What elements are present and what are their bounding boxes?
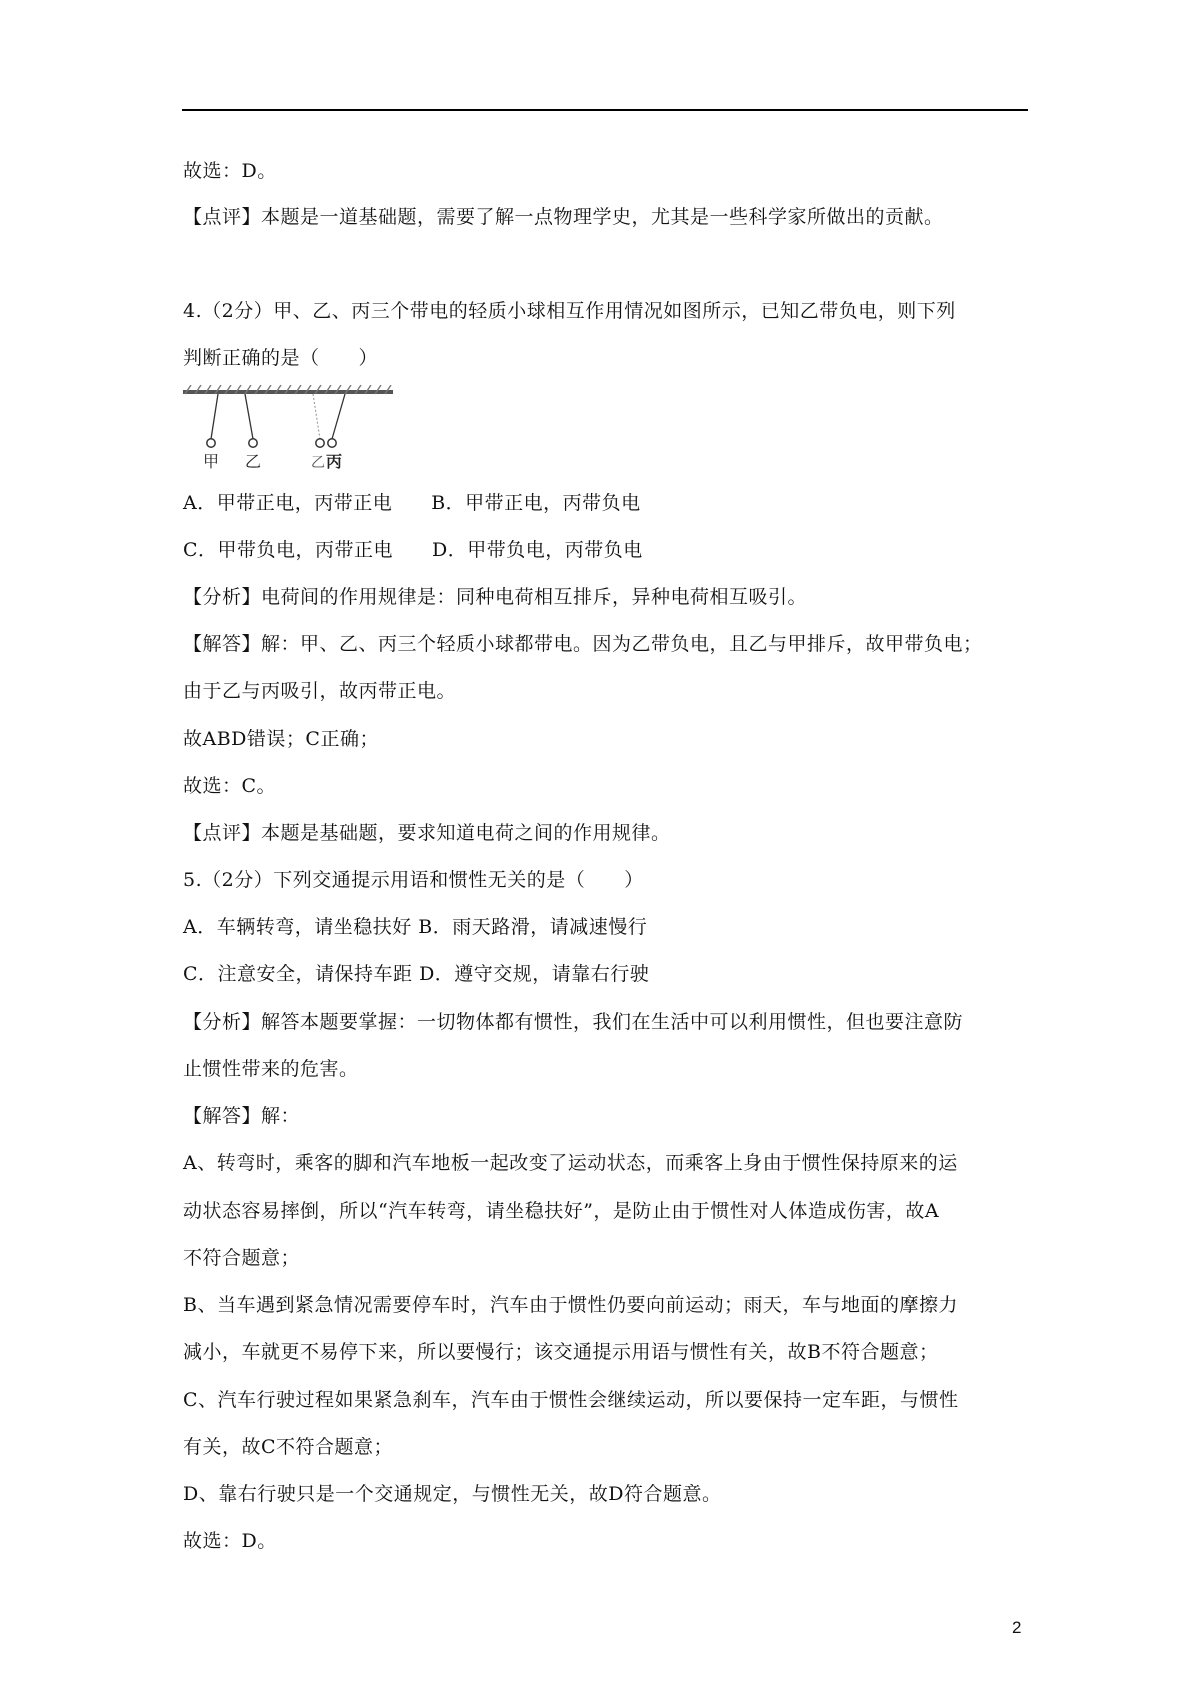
page-number: 2 [1012, 1618, 1022, 1637]
question-5-options: A．车辆转弯，请坐稳扶好 B．雨天路滑，请减速慢行 [183, 916, 648, 938]
thread-jia [211, 394, 218, 439]
ball-yi-2 [316, 439, 324, 447]
thread-yi-2 [313, 394, 320, 439]
label-yi-2: 乙 [311, 455, 325, 470]
text-line: 【解答】解：甲、乙、丙三个轻质小球都带电。因为乙带负电，且乙与甲排斥，故甲带负电； [183, 633, 983, 655]
label-bing: 丙 [326, 452, 343, 470]
text-line: 【解答】解： [183, 1105, 301, 1127]
text-line: 有关，故C不符合题意； [183, 1436, 394, 1458]
question-5-options: C．注意安全，请保持车距 D．遵守交规，请靠右行驶 [183, 963, 650, 985]
label-yi: 乙 [245, 452, 262, 470]
text-line: C、汽车行驶过程如果紧急刹车，汽车由于惯性会继续运动，所以要保持一定车距，与惯性 [183, 1389, 959, 1411]
text-line: 止惯性带来的危害。 [183, 1058, 359, 1080]
question-4-stem: 4.（2分）甲、乙、丙三个带电的轻质小球相互作用情况如图所示，已知乙带负电，则下列 [183, 300, 956, 322]
thread-bing [332, 394, 345, 439]
text-line: 故选：C。 [183, 775, 277, 797]
text-line: 【点评】本题是一道基础题，需要了解一点物理学史，尤其是一些科学家所做出的贡献。 [183, 206, 944, 228]
charged-balls-figure [183, 385, 403, 470]
text-line: 故选：D。 [183, 160, 277, 182]
text-line: 故选：D。 [183, 1530, 277, 1552]
text-line: 不符合题意； [183, 1247, 301, 1269]
text-line: D、靠右行驶只是一个交通规定，与惯性无关，故D符合题意。 [183, 1483, 722, 1505]
text-line: 【点评】本题是基础题，要求知道电荷之间的作用规律。 [183, 822, 671, 844]
ball-bing [328, 439, 336, 447]
charged-balls-diagram [183, 385, 403, 470]
question-4-stem: 判断正确的是（ ） [183, 347, 379, 369]
question-5-stem: 5.（2分）下列交通提示用语和惯性无关的是（ ） [183, 869, 644, 891]
text-line: 动状态容易摔倒，所以“汽车转弯，请坐稳扶好”，是防止由于惯性对人体造成伤害，故A [183, 1200, 940, 1222]
thread-yi [245, 394, 253, 439]
question-4-options: A．甲带正电，丙带正电 B．甲带正电，丙带负电 [183, 492, 641, 514]
header-rule [182, 109, 1028, 111]
text-line: 故ABD错误；C正确； [183, 728, 379, 750]
text-line: B、当车遇到紧急情况需要停车时，汽车由于惯性仍要向前运动；雨天，车与地面的摩擦力 [183, 1294, 958, 1316]
ball-jia [207, 439, 215, 447]
text-line: 【分析】电荷间的作用规律是：同种电荷相互排斥，异种电荷相互吸引。 [183, 586, 808, 608]
text-line: A、转弯时，乘客的脚和汽车地板一起改变了运动状态，而乘客上身由于惯性保持原来的运 [183, 1152, 958, 1174]
question-4-options: C．甲带负电，丙带正电 D．甲带负电，丙带负电 [183, 539, 643, 561]
text-line: 减小，车就更不易停下来，所以要慢行；该交通提示用语与惯性有关，故B不符合题意； [183, 1341, 939, 1363]
label-jia: 甲 [203, 452, 220, 470]
text-line: 【分析】解答本题要掌握：一切物体都有惯性，我们在生活中可以利用惯性，但也要注意防 [183, 1011, 964, 1033]
text-line: 由于乙与丙吸引，故丙带正电。 [183, 680, 457, 702]
ball-yi [249, 439, 257, 447]
